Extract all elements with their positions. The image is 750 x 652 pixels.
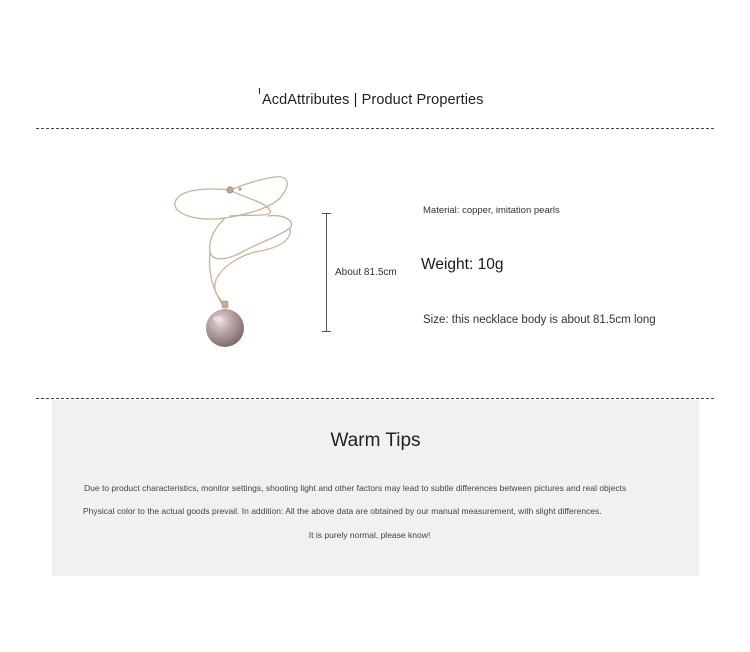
length-measure-indicator [322,213,332,332]
page-title: AcdAttributes | Product Properties [262,92,484,108]
title-tick-mark [259,88,260,94]
tips-line-3: It is purely normal, please know! [308,530,431,540]
length-label: About 81.5cm [335,267,397,278]
tips-line-1: Due to product characteristics, monitor settings, shooting light and other factors may lead to subtle differences between pictures and real objects [84,483,627,493]
bottom-dashed-divider [36,398,714,399]
measure-line [326,213,327,332]
material-text: Material: copper, imitation pearls [423,205,560,216]
warm-tips-panel [52,400,699,576]
necklace-image [170,170,310,355]
size-text: Size: this necklace body is about 81.5cm long [423,314,656,326]
tips-line-2: Physical color to the actual goods prevail. In addition: All the above data are obtained by our manual measurement, with slight differences. [83,506,602,516]
weight-text: Weight: 10g [421,256,504,273]
warm-tips-title: Warm Tips [330,430,421,451]
measure-bottom-cap [322,331,331,332]
top-dashed-divider [36,128,714,129]
